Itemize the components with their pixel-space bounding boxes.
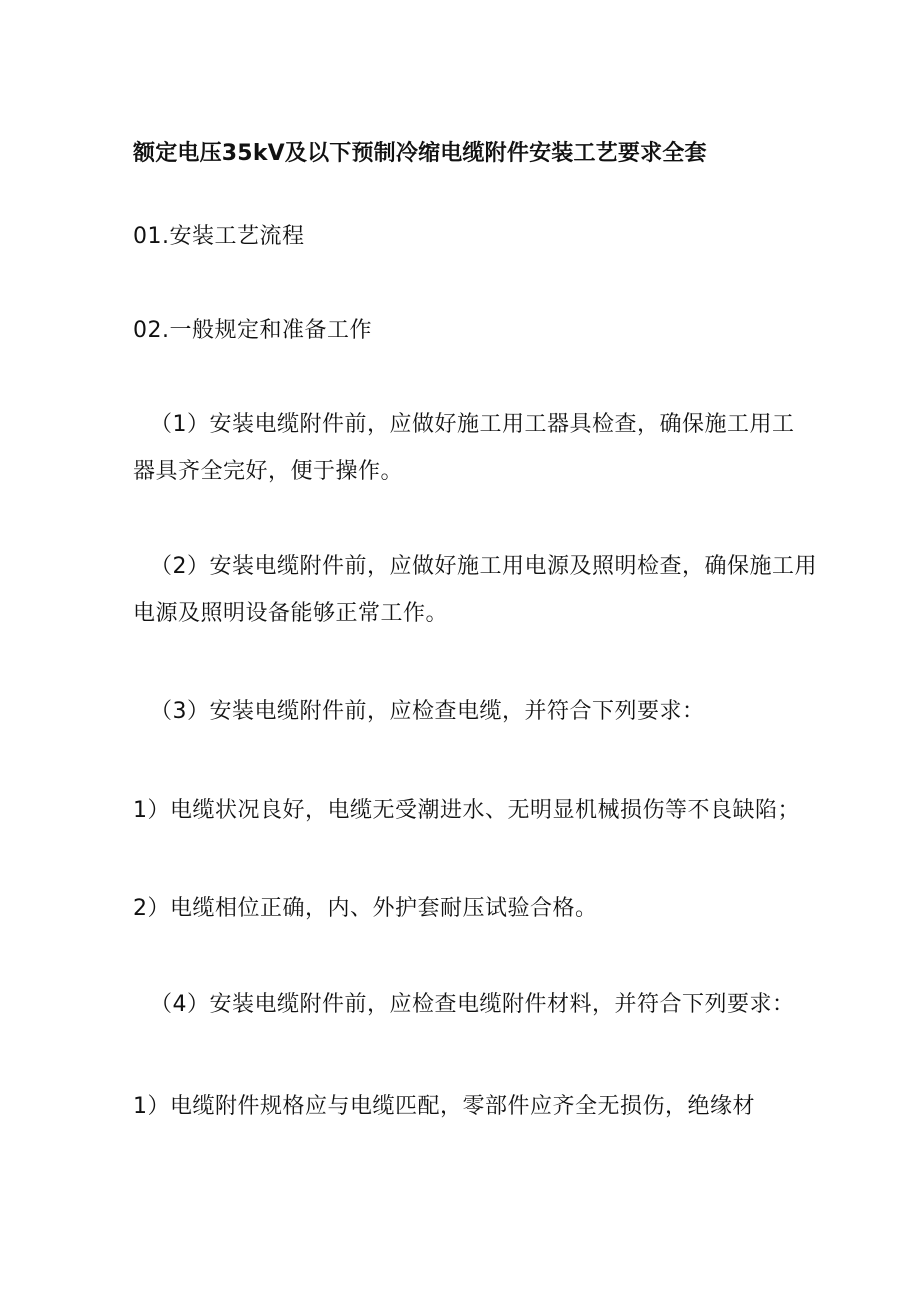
section-heading-process: 01.安装工艺流程: [133, 224, 305, 249]
paragraph-3: （3）安装电缆附件前，应检查电缆，并符合下列要求：: [150, 699, 705, 724]
paragraph-4: （4）安装电缆附件前，应检查电缆附件材料，并符合下列要求：: [150, 992, 795, 1017]
list-item-accessory-spec: 1）电缆附件规格应与电缆匹配，零部件应齐全无损伤，绝缘材: [133, 1094, 755, 1119]
paragraph-1-line-1: （1）安装电缆附件前，应做好施工用工器具检查，确保施工用工: [150, 412, 795, 437]
document-title: 额定电压35kV及以下预制冷缩电缆附件安装工艺要求全套: [133, 141, 707, 166]
list-item-cable-condition: 1）电缆状况良好，电缆无受潮进水、无明显机械损伤等不良缺陷；: [133, 798, 800, 823]
section-heading-general: 02.一般规定和准备工作: [133, 318, 372, 343]
paragraph-2-line-1: （2）安装电缆附件前，应做好施工用电源及照明检查，确保施工用: [150, 554, 817, 579]
paragraph-2-line-2: 电源及照明设备能够正常工作。: [133, 601, 449, 626]
list-item-cable-phase: 2）电缆相位正确，内、外护套耐压试验合格。: [133, 896, 598, 921]
paragraph-1-line-2: 器具齐全完好，便于操作。: [133, 459, 404, 484]
